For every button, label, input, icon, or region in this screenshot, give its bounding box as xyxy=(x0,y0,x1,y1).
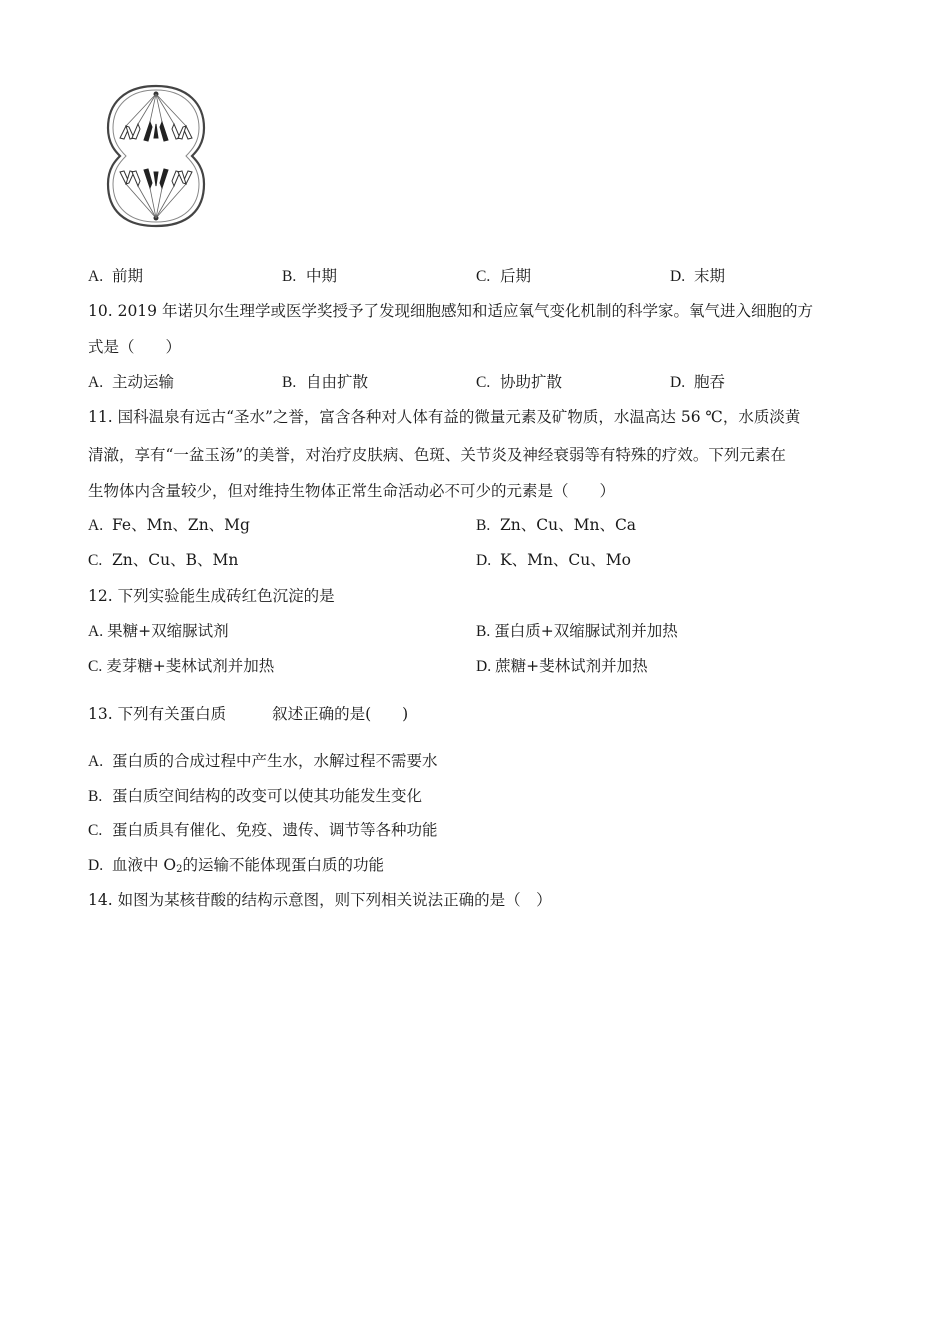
q13-option-d[interactable] xyxy=(88,855,384,880)
option-letter: B. xyxy=(282,374,297,391)
option-text-subscript: 2 xyxy=(176,864,183,875)
q10-option-d[interactable] xyxy=(670,372,725,393)
option-letter: A. xyxy=(88,753,104,770)
option-text: 中期 xyxy=(306,267,338,285)
q11-option-d[interactable] xyxy=(476,550,631,571)
q14-stem: 14. 如图为某核苷酸的结构示意图，则下列相关说法正确的是（ ） xyxy=(88,891,552,909)
option-letter: C. xyxy=(88,658,103,675)
option-letter: A. xyxy=(88,268,104,285)
q13-option-b[interactable] xyxy=(88,786,422,807)
option-letter: A. xyxy=(88,517,104,534)
q10-stem-line2: 式是（ ） xyxy=(88,338,182,356)
q9-option-c[interactable] xyxy=(476,266,531,287)
q12-option-c[interactable] xyxy=(88,656,274,677)
option-text: 蛋白质的合成过程中产生水，水解过程不需要水 xyxy=(112,752,438,770)
q11-option-c[interactable] xyxy=(88,550,238,571)
option-letter: B. xyxy=(282,268,297,285)
option-letter: C. xyxy=(88,822,103,839)
option-letter: A. xyxy=(88,374,104,391)
q10-option-b[interactable] xyxy=(282,372,368,393)
option-letter: C. xyxy=(88,552,103,569)
option-letter: B. xyxy=(476,623,491,640)
option-text: 蛋白质具有催化、免疫、遗传、调节等各种功能 xyxy=(112,821,438,839)
cell-division-diagram-icon xyxy=(104,82,208,230)
option-text: 协助扩散 xyxy=(500,373,563,391)
option-letter: C. xyxy=(476,374,491,391)
q10-option-a[interactable] xyxy=(88,372,174,393)
q9-option-b[interactable] xyxy=(282,266,337,287)
q12-stem: 12. 下列实验能生成砖红色沉淀的是 xyxy=(88,587,335,605)
option-text-pre: 血液中 O xyxy=(112,856,177,874)
q11-stem-line3: 生物体内含量较少，但对维持生物体正常生命活动必不可少的元素是（ ） xyxy=(88,482,616,500)
option-text: Zn、Cu、B、Mn xyxy=(112,551,239,569)
q9-option-d[interactable] xyxy=(670,266,725,287)
q10-stem-line1: 10. 2019 年诺贝尔生理学或医学奖授予了发现细胞感知和适应氧气变化机制的科学家。氧气进入细胞的方 xyxy=(88,302,813,320)
q10-option-c[interactable] xyxy=(476,372,562,393)
option-letter: D. xyxy=(476,552,492,569)
option-text: 自由扩散 xyxy=(306,373,369,391)
q11-option-a[interactable] xyxy=(88,515,250,536)
option-letter: C. xyxy=(476,268,491,285)
q11-stem-line1: 11. 国科温泉有远古“圣水”之誉，富含各种对人体有益的微量元素及矿物质，水温高达 56 ℃，水质淡黄 xyxy=(88,408,801,426)
option-text: 后期 xyxy=(500,267,532,285)
q13-stem xyxy=(88,704,408,724)
q13-option-a[interactable] xyxy=(88,751,438,772)
option-text: 蛋白质+双缩脲试剂并加热 xyxy=(494,622,678,640)
q13-stem-part1: 13. 下列有关蛋白质 xyxy=(88,705,227,723)
option-text: 末期 xyxy=(694,267,726,285)
option-letter: D. xyxy=(476,658,492,675)
option-letter: B. xyxy=(88,788,103,805)
option-letter: D. xyxy=(670,374,686,391)
option-letter: D. xyxy=(88,857,104,874)
option-text: 胞吞 xyxy=(694,373,726,391)
option-text: Fe、Mn、Zn、Mg xyxy=(112,516,250,534)
option-text: 主动运输 xyxy=(112,373,175,391)
q9-option-a[interactable] xyxy=(88,266,143,287)
q12-option-b[interactable] xyxy=(476,621,678,642)
option-text-post: 的运输不能体现蛋白质的功能 xyxy=(182,856,385,874)
option-letter: B. xyxy=(476,517,491,534)
q12-option-d[interactable] xyxy=(476,656,648,677)
q13-option-c[interactable] xyxy=(88,820,438,841)
q13-stem-part2: 叙述正确的是( ) xyxy=(272,705,409,723)
option-letter: D. xyxy=(670,268,686,285)
option-text: K、Mn、Cu、Mo xyxy=(500,551,631,569)
option-text: Zn、Cu、Mn、Ca xyxy=(500,516,637,534)
q11-option-b[interactable] xyxy=(476,515,636,536)
q12-option-a[interactable] xyxy=(88,621,229,642)
option-text: 前期 xyxy=(112,267,144,285)
option-text: 果糖+双缩脲试剂 xyxy=(107,622,229,640)
option-letter: A. xyxy=(88,623,104,640)
option-text: 蛋白质空间结构的改变可以使其功能发生变化 xyxy=(112,787,423,805)
option-text: 蔗糖+斐林试剂并加热 xyxy=(495,657,648,675)
option-text: 麦芽糖+斐林试剂并加热 xyxy=(106,657,275,675)
q11-stem-line2: 清澈，享有“一盆玉汤”的美誉，对治疗皮肤病、色斑、关节炎及神经衰弱等有特殊的疗效。下列元素在 xyxy=(88,446,786,464)
